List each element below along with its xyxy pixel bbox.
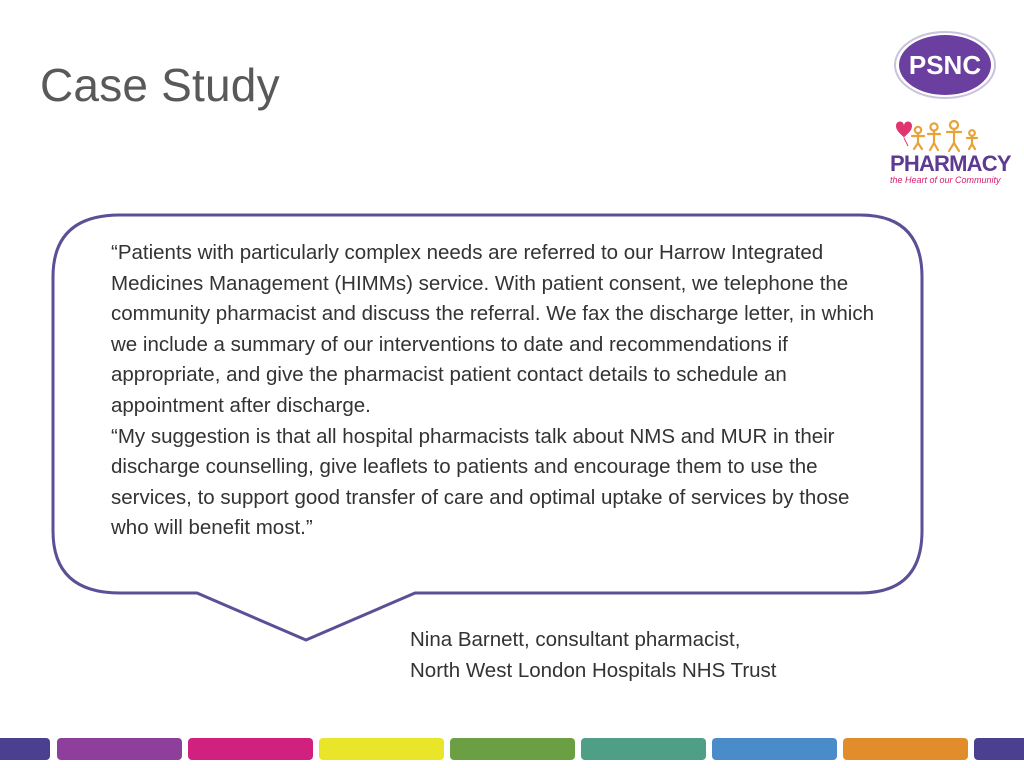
footer-color-bar-4 <box>319 738 444 760</box>
attribution-line-2: North West London Hospitals NHS Trust <box>410 658 777 682</box>
footer-color-bar-5 <box>450 738 575 760</box>
pharmacy-logo-tagline: the Heart of our Community <box>890 175 1001 185</box>
footer-color-bar-9 <box>974 738 1024 760</box>
quote-paragraph-2: “My suggestion is that all hospital pharmacists talk about NMS and MUR in their discharge counselling, give leaflets to patients and encourage them to use the services, to support good transfer of care and optimal uptake of services by those who will benefit most.” <box>111 424 850 540</box>
footer-color-bar-8 <box>843 738 968 760</box>
quote-attribution <box>410 625 777 686</box>
psnc-logo-text: PSNC <box>908 50 982 80</box>
footer-color-bar-2 <box>57 738 182 760</box>
pharmacy-logo-text: PHARMACY <box>890 151 1011 176</box>
footer-color-bar-1 <box>0 738 50 760</box>
footer-color-bar-7 <box>712 738 837 760</box>
quote-text <box>111 238 881 544</box>
footer-color-bar-3 <box>188 738 313 760</box>
quote-paragraph-1: “Patients with particularly complex needs are referred to our Harrow Integrated Medicines Management (HIMMs) service. With patient consent, we telephone the community pharmacist and discuss the referral. We fax the discharge letter, in which we include a summary of our interventions to date and recommendations if appropriate, and give the pharmacist patient contact details to schedule an appointment after discharge. <box>111 241 875 417</box>
attribution-line-1: Nina Barnett, consultant pharmacist, <box>410 628 741 651</box>
footer-color-bar-6 <box>581 738 706 760</box>
slide-title: Case Study <box>40 59 280 111</box>
